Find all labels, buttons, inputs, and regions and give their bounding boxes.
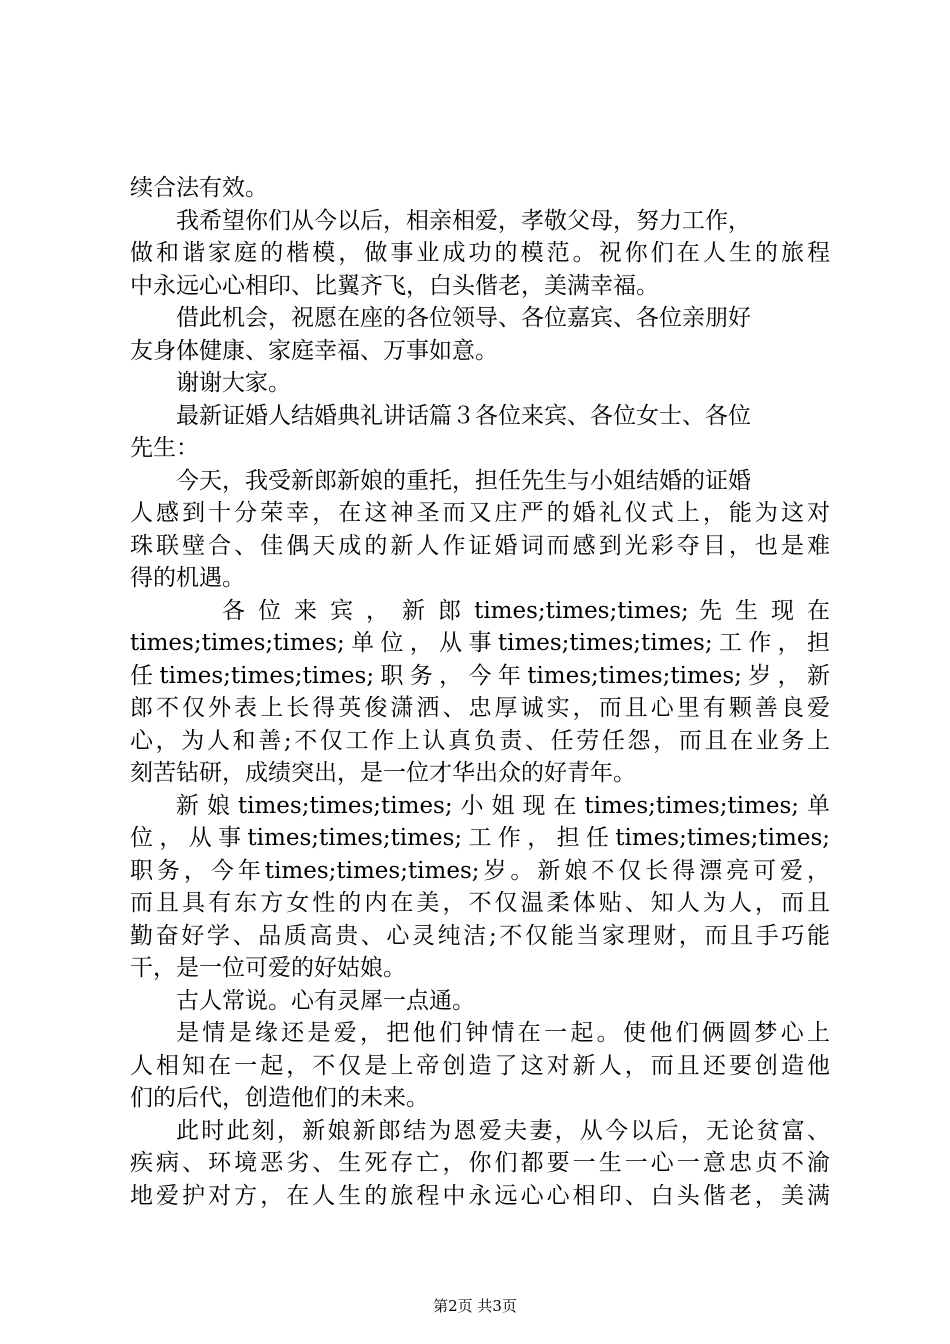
text-line: 职务，今年times;times;times;岁。新娘不仅长得漂亮可爱， xyxy=(130,857,830,884)
text-line: 此时此刻，新娘新郎结为恩爱夫妻，从今以后，无论贫富、 xyxy=(176,1117,830,1144)
text-line: 地爱护对方，在人生的旅程中永远心心相印、白头偕老，美满 xyxy=(130,1182,830,1209)
text-line: 中永远心心相印、比翼齐飞，白头偕老，美满幸福。 xyxy=(130,272,659,299)
text-line: 任times;times;times;职务，今年times;times;times;岁，新 xyxy=(130,662,830,689)
text-line: 干，是一位可爱的好姑娘。 xyxy=(130,955,406,981)
text-line: 而且具有东方女性的内在美，不仅温柔体贴、知人为人，而且 xyxy=(130,890,830,916)
text-line: 借此机会，祝愿在座的各位领导、各位嘉宾、各位亲朋好 xyxy=(176,305,751,331)
text-line: 疾病、环境恶劣、生死存亡，你们都要一生一心一意忠贞不渝 xyxy=(130,1150,830,1176)
text-line: 人相知在一起，不仅是上帝创造了这对新人，而且还要创造他 xyxy=(130,1052,830,1079)
text-line: 心，为人和善;不仅工作上认真负责、任劳任怨，而且在业务上 xyxy=(130,727,830,754)
text-line: 谢谢大家。 xyxy=(176,370,291,396)
text-line: 勤奋好学、品质高贵、心灵纯洁;不仅能当家理财，而且手巧能 xyxy=(130,922,830,949)
text-line: 古人常说。心有灵犀一点通。 xyxy=(176,987,475,1014)
text-line: 珠联壁合、佳偶天成的新人作证婚词而感到光彩夺目，也是难 xyxy=(130,532,830,559)
text-line: 今天，我受新郎新娘的重托，担任先生与小姐结婚的证婚 xyxy=(176,467,751,494)
page-number-footer: 第2页 共3页 xyxy=(433,1297,517,1315)
text-line: 友身体健康、家庭幸福、万事如意。 xyxy=(130,337,498,364)
text-line: 最新证婚人结婚典礼讲话篇３各位来宾、各位女士、各位 xyxy=(176,402,751,429)
text-line: 刻苦钻研，成绩突出，是一位才华出众的好青年。 xyxy=(130,760,636,786)
text-line: 新娘times;times;times;小姐现在times;times;times;单 xyxy=(176,792,830,819)
text-line: 续合法有效。 xyxy=(130,175,268,201)
document-body xyxy=(130,172,830,1212)
text-line: 做和谐家庭的楷模，做事业成功的模范。祝你们在人生的旅程 xyxy=(130,240,830,266)
text-line: 得的机遇。 xyxy=(130,565,245,591)
text-line: 我希望你们从今以后，相亲相爱，孝敬父母，努力工作， xyxy=(176,207,751,234)
text-line: 人感到十分荣幸，在这神圣而又庄严的婚礼仪式上，能为这对 xyxy=(130,500,830,526)
text-line: times;times;times;单位，从事times;times;times;工作，担 xyxy=(130,630,830,656)
text-line: 是情是缘还是爱，把他们钟情在一起。使他们俩圆梦心上 xyxy=(176,1020,830,1046)
text-line: 位，从事times;times;times;工作，担任times;times;times; xyxy=(130,825,830,851)
text-line: 郎不仅外表上长得英俊潇洒、忠厚诚实，而且心里有颗善良爱 xyxy=(130,695,830,721)
text-line: 各 位 来 宾 ， 新 郎 times;times;times; 先 生 现 在 xyxy=(222,597,830,624)
text-line: 先生： xyxy=(130,435,199,461)
text-line: 们的后代，创造他们的未来。 xyxy=(130,1085,429,1111)
